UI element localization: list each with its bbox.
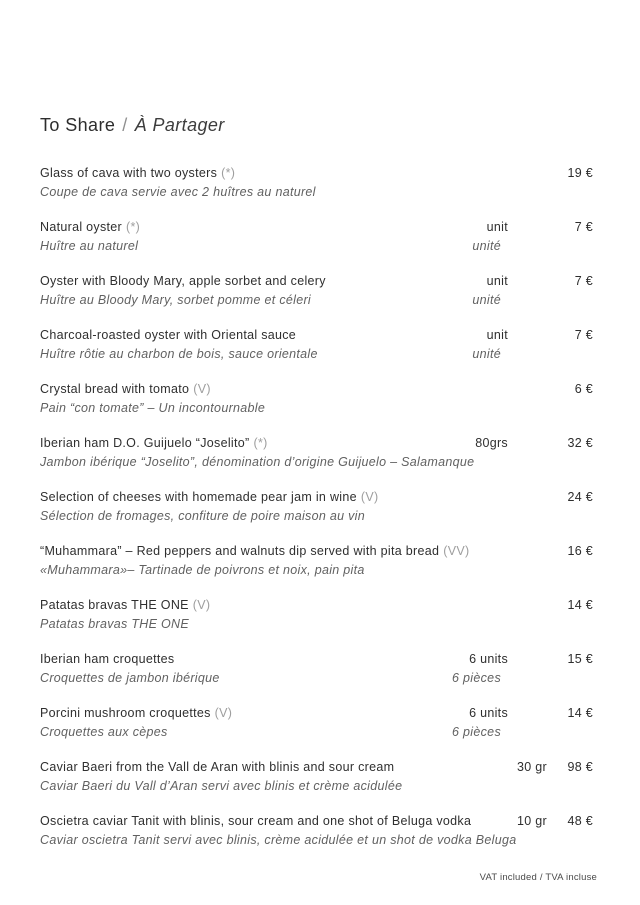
item-name-en (40, 812, 485, 831)
item-name-fr: Jambon ibérique “Joselito”, dénomination d’origine Guijuelo – Salamanque (40, 455, 475, 469)
item-name-en (40, 218, 446, 237)
item-price: 48 € (567, 814, 593, 828)
item-name-en (40, 272, 446, 291)
menu-item (40, 542, 593, 580)
item-line-en (40, 272, 593, 291)
item-price: 19 € (567, 166, 593, 180)
item-price: 24 € (567, 490, 593, 504)
item-name-en (40, 542, 470, 561)
item-unit-fr: unité (472, 293, 501, 307)
item-line-fr (40, 561, 593, 580)
menu-item (40, 704, 593, 742)
item-dietary-tag: (VV) (443, 544, 470, 558)
item-name-en (40, 488, 446, 507)
item-line-en (40, 434, 593, 453)
item-dietary-tag: (V) (193, 382, 211, 396)
menu-item (40, 812, 593, 850)
item-unit-fr: unité (472, 347, 501, 361)
item-line-en (40, 812, 593, 831)
item-dietary-tag: (*) (253, 436, 268, 450)
menu-item (40, 758, 593, 796)
title-french: À Partager (134, 115, 225, 135)
item-dietary-tag: (V) (360, 490, 379, 504)
item-price: 7 € (574, 274, 593, 288)
item-line-fr (40, 831, 593, 850)
item-text-en: Porcini mushroom croquettes (40, 706, 211, 720)
item-text-en: Caviar Baeri from the Vall de Aran with blinis and sour cream (40, 760, 395, 774)
item-name-fr: «Muhammara»– Tartinade de poivrons et noix, pain pita (40, 563, 365, 577)
item-text-en: “Muhammara” – Red peppers and walnuts dip served with pita bread (40, 544, 440, 558)
menu-item (40, 380, 593, 418)
item-line-fr (40, 345, 593, 364)
item-price: 6 € (574, 382, 593, 396)
item-name-fr: Coupe de cava servie avec 2 huîtres au naturel (40, 185, 316, 199)
item-price: 7 € (574, 220, 593, 234)
item-line-en (40, 704, 593, 723)
menu-item (40, 326, 593, 364)
item-unit-en: unit (486, 274, 508, 288)
item-line-en (40, 326, 593, 345)
item-name-en (40, 326, 446, 345)
item-dietary-tag: (V) (214, 706, 233, 720)
item-price: 14 € (567, 706, 593, 720)
menu-item (40, 596, 593, 634)
menu-item (40, 218, 593, 256)
item-dietary-tag: (V) (192, 598, 211, 612)
item-name-en (40, 704, 446, 723)
menu-item (40, 488, 593, 526)
item-text-en: Iberian ham croquettes (40, 652, 175, 666)
item-line-en (40, 650, 593, 669)
item-name-fr: Croquettes aux cèpes (40, 725, 168, 739)
item-line-fr (40, 453, 593, 472)
item-text-en: Natural oyster (40, 220, 123, 234)
item-price: 16 € (567, 544, 593, 558)
item-line-en (40, 164, 593, 183)
item-text-en: Oyster with Bloody Mary, apple sorbet and celery (40, 274, 326, 288)
item-text-en: Crystal bread with tomato (40, 382, 190, 396)
item-text-en: Selection of cheeses with homemade pear jam in wine (40, 490, 357, 504)
item-line-en (40, 380, 593, 399)
item-text-en: Glass of cava with two oysters (40, 166, 218, 180)
item-unit-en: 80grs (475, 436, 508, 450)
item-price: 14 € (567, 598, 593, 612)
item-price: 98 € (567, 760, 593, 774)
vat-notice: VAT included / TVA incluse (479, 872, 597, 883)
item-name-fr: Caviar Baeri du Vall d’Aran servi avec blinis et crème acidulée (40, 779, 403, 793)
item-dietary-tag: (*) (221, 166, 236, 180)
menu-item (40, 434, 593, 472)
item-name-en (40, 380, 446, 399)
item-unit-fr: 6 pièces (452, 725, 501, 739)
item-unit-en: 6 units (469, 652, 508, 666)
item-unit-fr: unité (472, 239, 501, 253)
item-line-fr (40, 669, 593, 688)
item-name-fr: Huître au naturel (40, 239, 139, 253)
item-dietary-tag: (*) (126, 220, 141, 234)
item-name-en (40, 596, 446, 615)
item-line-fr (40, 777, 593, 796)
item-name-en (40, 434, 446, 453)
menu-item (40, 272, 593, 310)
item-text-en: Oscietra caviar Tanit with blinis, sour cream and one shot of Beluga vodka (40, 814, 472, 828)
item-name-en (40, 164, 446, 183)
item-unit-en: 30 gr (517, 760, 547, 774)
item-line-fr (40, 723, 593, 742)
item-price: 15 € (567, 652, 593, 666)
item-unit-en: 10 gr (517, 814, 547, 828)
page-title (40, 112, 593, 138)
item-price: 7 € (574, 328, 593, 342)
item-name-fr: Sélection de fromages, confiture de poire maison au vin (40, 509, 366, 523)
menu-item (40, 164, 593, 202)
title-separator: / (122, 115, 128, 135)
item-name-en (40, 758, 485, 777)
item-name-fr: Pain “con tomate” – Un incontournable (40, 401, 266, 415)
item-name-fr: Huître au Bloody Mary, sorbet pomme et céleri (40, 293, 312, 307)
item-line-en (40, 596, 593, 615)
item-name-fr: Caviar oscietra Tanit servi avec blinis, crème acidulée et un shot de vodka Beluga (40, 833, 517, 847)
title-english: To Share (40, 115, 116, 135)
item-line-en (40, 218, 593, 237)
menu-item (40, 650, 593, 688)
item-unit-en: 6 units (469, 706, 508, 720)
item-price: 32 € (567, 436, 593, 450)
item-line-fr (40, 399, 593, 418)
item-line-fr (40, 183, 593, 202)
item-name-en (40, 650, 446, 669)
item-line-fr (40, 237, 593, 256)
item-name-fr: Croquettes de jambon ibérique (40, 671, 220, 685)
item-line-fr (40, 615, 593, 634)
item-unit-fr: 6 pièces (452, 671, 501, 685)
item-line-en (40, 758, 593, 777)
item-line-en (40, 542, 593, 561)
item-line-en (40, 488, 593, 507)
item-line-fr (40, 507, 593, 526)
item-name-fr: Patatas bravas THE ONE (40, 617, 190, 631)
item-text-en: Charcoal-roasted oyster with Oriental sauce (40, 328, 297, 342)
item-name-fr: Huître rôtie au charbon de bois, sauce orientale (40, 347, 318, 361)
item-text-en: Patatas bravas THE ONE (40, 598, 189, 612)
item-unit-en: unit (486, 328, 508, 342)
item-unit-en: unit (486, 220, 508, 234)
item-text-en: Iberian ham D.O. Guijuelo “Joselito” (40, 436, 250, 450)
item-line-fr (40, 291, 593, 310)
